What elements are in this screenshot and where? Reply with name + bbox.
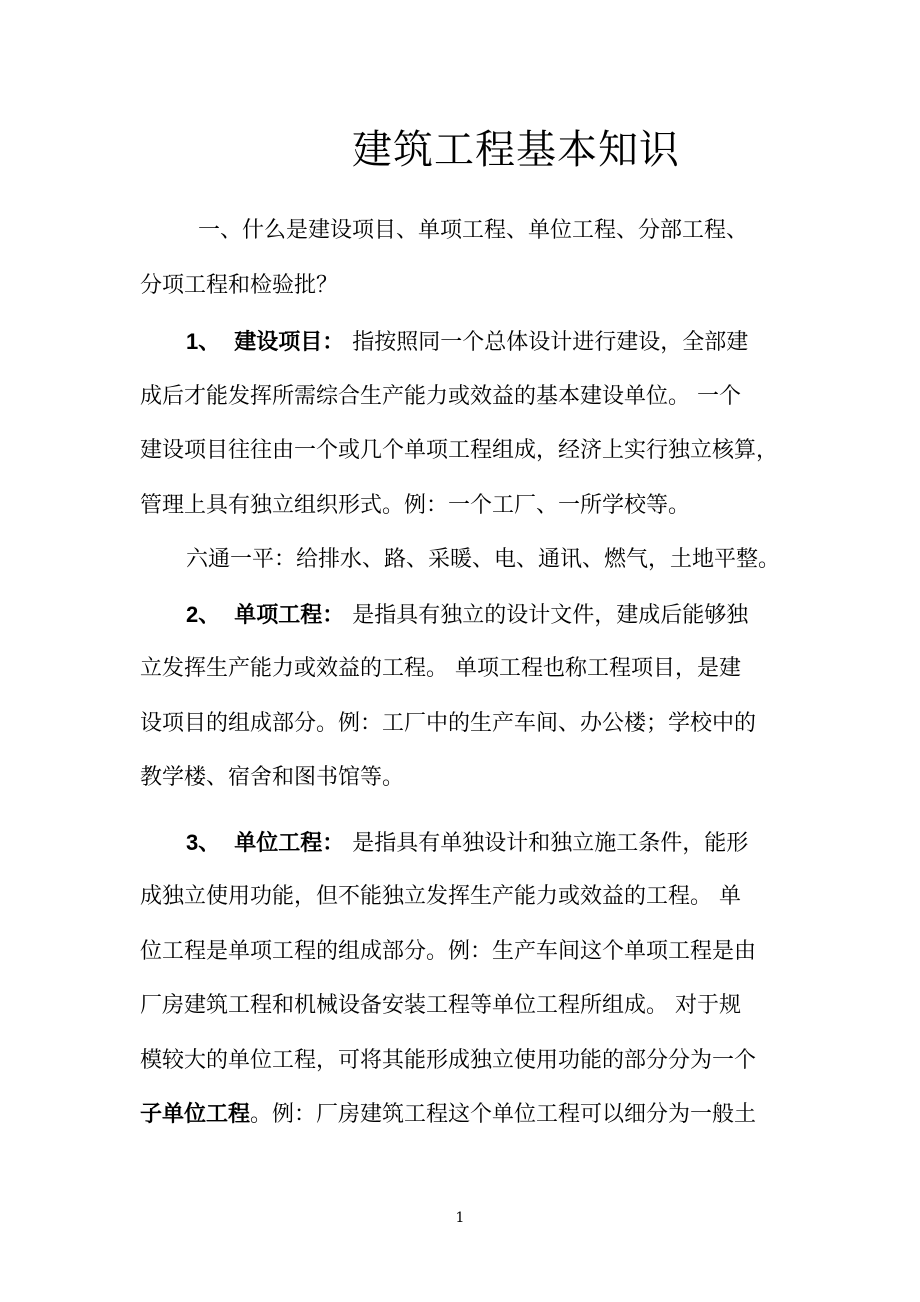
item-1-text: 指按照同一个总体设计进行建设，全部建 <box>352 330 749 355</box>
item-2-number: 2、 <box>186 601 221 627</box>
section-heading-line-1: 一、什么是建设项目、单项工程、单位工程、分部工程、 <box>198 218 749 243</box>
item-1-number: 1、 <box>186 329 221 354</box>
item-2-line-3: 设项目的组成部分。例：工厂中的生产车间、办公楼；学校中的 <box>140 710 757 736</box>
item-3-term: 单位工程： <box>234 830 345 856</box>
item-3-line-5: 模较大的单位工程，可将其能形成独立使用功能的部分分为一个 <box>140 1047 757 1073</box>
item-1-line-4: 管理上具有独立组织形式。例：一个工厂、一所学校等。 <box>140 492 691 518</box>
item-2-text: 是指具有独立的设计文件，建成后能够独 <box>352 602 749 628</box>
item-3-text: 是指具有单独设计和独立施工条件，能形 <box>352 830 749 856</box>
item-1-line-2: 成后才能发挥所需综合生产能力或效益的基本建设单位。 一个 <box>140 383 741 409</box>
document-body <box>140 204 790 1143</box>
item-3-first-line <box>140 816 790 871</box>
item-3-line-3: 位工程是单项工程的组成部分。例：生产车间这个单项工程是由 <box>140 938 757 964</box>
item-3-line-6-text: 。例：厂房建筑工程这个单位工程可以细分为一般土 <box>250 1102 757 1127</box>
item-3-line-2: 成独立使用功能，但不能独立发挥生产能力或效益的工程。 单 <box>140 884 741 909</box>
item-1-term: 建设项目： <box>234 330 345 355</box>
section-heading-line-2: 分项工程和检验批？ <box>140 272 339 298</box>
item-2-line-2: 立发挥生产能力或效益的工程。 单项工程也称工程项目，是建 <box>140 656 741 681</box>
document-title: 建筑工程基本知识 <box>352 127 680 173</box>
item-1-first-line <box>140 315 790 370</box>
item-3-number: 3、 <box>186 829 221 855</box>
item-2-line-4: 教学楼、宿舍和图书馆等。 <box>140 765 405 790</box>
note-line: 六通一平：给排水、路、采暖、电、通讯、燃气，土地平整。 <box>186 547 781 572</box>
item-2-term: 单项工程： <box>234 602 345 628</box>
item-1-line-3: 建设项目往往由一个或几个单项工程组成，经济上实行独立核算， <box>140 438 779 463</box>
item-3-subterm: 子单位工程 <box>140 1102 251 1127</box>
page-number: 1 <box>455 1210 465 1226</box>
item-3-line-6 <box>140 1088 790 1143</box>
item-2-first-line <box>140 588 790 643</box>
item-3-line-4: 厂房建筑工程和机械设备安装工程等单位工程所组成。 对于规 <box>140 993 741 1018</box>
